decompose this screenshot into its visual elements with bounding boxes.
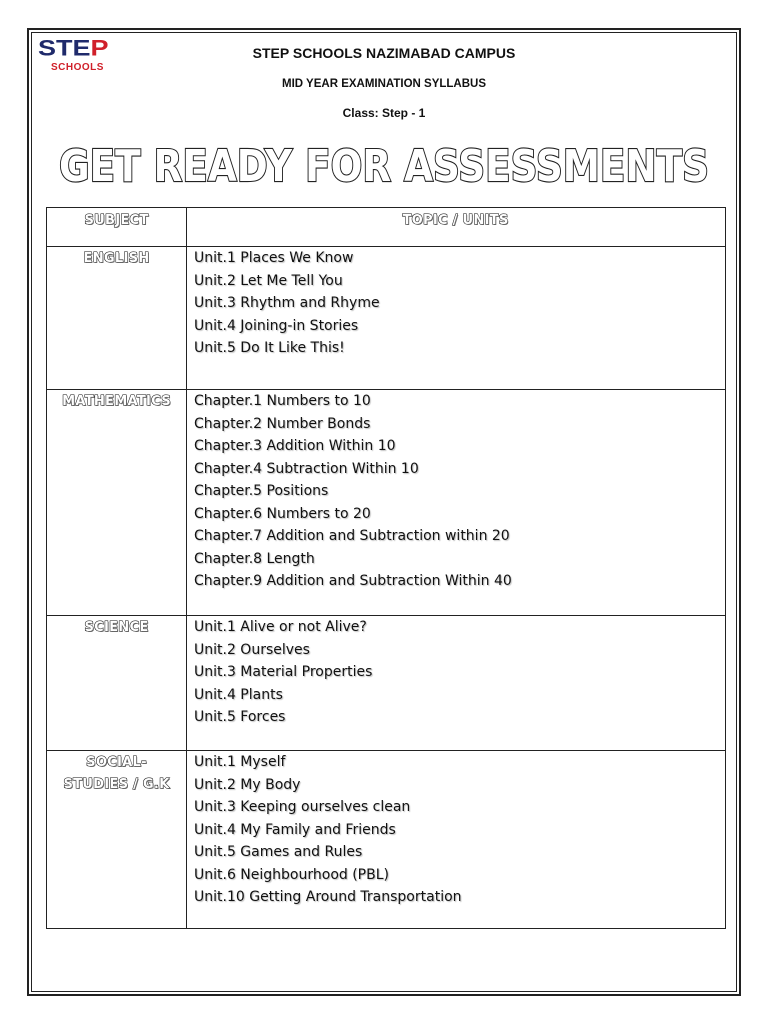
topic-item: Unit.2 Ourselves <box>194 641 310 658</box>
topic-item: Chapter.4 Subtraction Within 10 <box>194 460 419 477</box>
topic-item: Chapter.6 Numbers to 20 <box>194 505 371 522</box>
school-name: STEP SCHOOLS NAZIMABAD CAMPUS <box>252 45 516 61</box>
topics-mathematics <box>194 390 719 593</box>
syllabus-table <box>46 207 726 929</box>
logo-word-dot: P <box>90 36 109 61</box>
subject-social-studies: SOCIAL- STUDIES / G.K <box>63 755 170 792</box>
topics-science <box>194 616 719 729</box>
subject-science: SCIENCE <box>84 620 149 635</box>
table-header-row <box>47 208 725 246</box>
topic-item: Unit.4 Joining-in Stories <box>194 317 359 334</box>
topic-item: Unit.2 Let Me Tell You <box>194 272 343 289</box>
topic-item: Unit.10 Getting Around Transportation <box>194 889 462 905</box>
table-row-social-studies <box>47 750 725 928</box>
topics-social-studies <box>194 751 719 909</box>
logo-word-left: STE <box>38 36 91 61</box>
topics-english <box>194 247 719 360</box>
subject-mathematics: MATHEMATICS <box>62 394 171 409</box>
topic-item: Chapter.2 Number Bonds <box>194 415 371 432</box>
class-line: Class: Step - 1 <box>342 106 426 120</box>
topic-item: Unit.6 Neighbourhood (PBL) <box>194 866 389 883</box>
topic-item: Unit.5 Forces <box>194 709 286 725</box>
topic-item: Unit.5 Games and Rules <box>194 844 363 860</box>
topic-item: Chapter.7 Addition and Subtraction within 20 <box>194 528 510 544</box>
topic-item: Chapter.9 Addition and Subtraction Within 40 <box>194 573 512 589</box>
topic-item: Unit.3 Material Properties <box>194 664 373 680</box>
assessment-banner <box>56 140 712 190</box>
topics-header: TOPIC / UNITS <box>402 213 509 228</box>
topic-item: Chapter.5 Positions <box>194 483 329 499</box>
topic-item: Unit.5 Do It Like This! <box>194 340 345 356</box>
topic-item: Unit.3 Rhythm and Rhyme <box>194 295 380 311</box>
topic-item: Chapter.8 Length <box>194 550 315 567</box>
topic-item: Chapter.3 Addition Within 10 <box>194 438 396 454</box>
topic-item: Unit.4 My Family and Friends <box>194 821 396 838</box>
logo-subtext: SCHOOLS <box>51 62 104 73</box>
table-row-science <box>47 615 725 750</box>
topic-item: Unit.1 Myself <box>194 754 286 770</box>
topic-item: Chapter.1 Numbers to 10 <box>194 393 371 409</box>
topic-item: Unit.4 Plants <box>194 686 283 703</box>
topic-item: Unit.3 Keeping ourselves clean <box>194 799 411 815</box>
topic-item: Unit.1 Alive or not Alive? <box>194 619 367 635</box>
topic-item: Unit.2 My Body <box>194 776 301 793</box>
topic-item: Unit.1 Places We Know <box>194 250 354 266</box>
table-row-english <box>47 246 725 389</box>
exam-title: MID YEAR EXAMINATION SYLLABUS <box>281 78 487 90</box>
table-row-mathematics <box>47 389 725 615</box>
subject-header: SUBJECT <box>84 213 149 228</box>
banner-title: GET READY FOR ASSESSMENTS <box>59 141 709 192</box>
subject-english: ENGLISH <box>83 251 150 266</box>
